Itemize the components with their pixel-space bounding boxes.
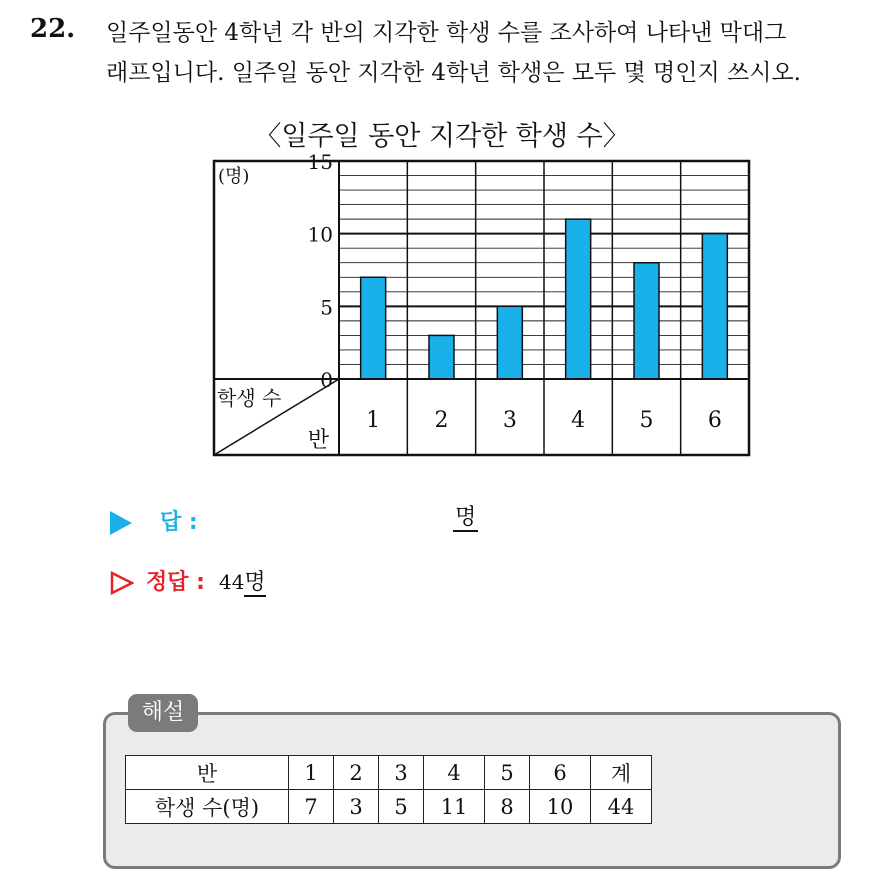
x-header-label: 반 bbox=[307, 428, 329, 453]
x-tick-label: 1 bbox=[366, 408, 381, 433]
table-cell: 6 bbox=[530, 756, 591, 790]
table-cell: 4 bbox=[424, 756, 485, 790]
y-header-label: 학생 수 bbox=[217, 386, 282, 410]
bar bbox=[361, 277, 386, 379]
table-cell: 10 bbox=[530, 790, 591, 824]
bar bbox=[566, 219, 591, 379]
question-number: 22. bbox=[30, 14, 76, 44]
table-cell: 8 bbox=[485, 790, 530, 824]
chart-title: 〈일주일 동안 지각한 학생 수〉 bbox=[254, 121, 630, 152]
y-tick-label: 0 bbox=[320, 368, 333, 392]
table-cell: 7 bbox=[289, 790, 334, 824]
answer-unit: 명 bbox=[453, 505, 478, 532]
table-cell: 5 bbox=[485, 756, 530, 790]
correct-answer-row bbox=[110, 565, 266, 596]
y-unit-label: (명) bbox=[218, 166, 250, 187]
table-cell: 5 bbox=[379, 790, 424, 824]
table-row bbox=[126, 756, 652, 790]
table-cell: 1 bbox=[289, 756, 334, 790]
correct-answer-unit: 명 bbox=[244, 570, 266, 595]
bar bbox=[497, 306, 522, 379]
table-cell: 44 bbox=[591, 790, 652, 824]
x-tick-label: 3 bbox=[502, 408, 517, 433]
bar bbox=[702, 234, 727, 379]
x-tick-label: 5 bbox=[639, 408, 654, 433]
x-tick-label: 4 bbox=[571, 408, 586, 433]
triangle-outline-icon bbox=[110, 571, 134, 595]
table-cell: 3 bbox=[379, 756, 424, 790]
answer-row bbox=[110, 505, 198, 536]
bar bbox=[429, 335, 454, 379]
table-cell: 3 bbox=[334, 790, 379, 824]
question-text-line-2: 래프입니다. 일주일 동안 지각한 4학년 학생은 모두 몇 명인지 쓰시오. bbox=[106, 60, 801, 86]
x-tick-label: 6 bbox=[707, 408, 722, 433]
question-text-line-1: 일주일동안 4학년 각 반의 지각한 학생 수를 조사하여 나타낸 막대그 bbox=[106, 20, 787, 46]
explanation-tag: 해설 bbox=[128, 694, 198, 732]
correct-answer-value: 44 bbox=[218, 570, 245, 594]
table-cell: 학생 수(명) bbox=[126, 790, 289, 824]
explanation-table bbox=[125, 755, 652, 824]
chart-frame bbox=[214, 161, 749, 455]
bar bbox=[634, 263, 659, 379]
triangle-filled-icon bbox=[110, 511, 132, 535]
y-tick-label: 5 bbox=[320, 295, 333, 320]
y-tick-label: 10 bbox=[307, 222, 333, 247]
answer-label: 답 : bbox=[160, 510, 198, 535]
table-cell: 계 bbox=[591, 756, 652, 790]
correct-answer-label: 정답 : bbox=[146, 570, 205, 595]
table-cell: 2 bbox=[334, 756, 379, 790]
x-tick-label: 2 bbox=[434, 408, 449, 433]
table-row bbox=[126, 790, 652, 824]
y-tick-label: 15 bbox=[307, 150, 333, 174]
table-cell: 11 bbox=[424, 790, 485, 824]
table-cell: 반 bbox=[126, 756, 289, 790]
